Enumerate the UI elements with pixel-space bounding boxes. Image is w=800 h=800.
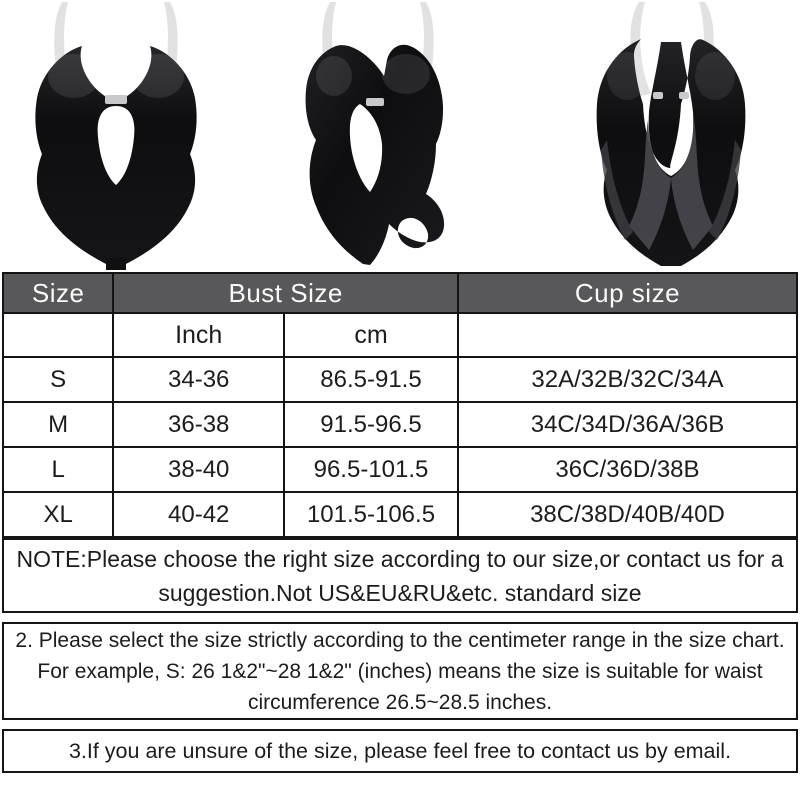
header-size: Size (3, 273, 113, 313)
bodysuit-three-quarter-view-image (278, 0, 510, 272)
note-contact-email (2, 729, 798, 773)
note-centimeter-range-text: 2. Please select the size strictly according to the centimeter range in the size chart. For example, S: 26 1&2"~28 1&2" (inches) means the size is suitable for waist circumference 26.5~28.5 inches. (15, 628, 785, 714)
table-row-l (3, 447, 797, 492)
cell-cup: 32A/32B/32C/34A (458, 357, 797, 402)
header-bust-size: Bust Size (113, 273, 458, 313)
cell-inch: 40-42 (113, 492, 284, 537)
note-contact-email-text: 3.If you are unsure of the size, please feel free to contact us by email. (68, 738, 732, 763)
units-cm: cm (284, 313, 458, 357)
units-empty-size (3, 313, 113, 357)
table-row-s (3, 357, 797, 402)
front-clasp (366, 98, 384, 106)
cell-size: XL (3, 492, 113, 537)
bodysuit-front-view-drawing (2, 0, 230, 272)
front-clasp (653, 92, 663, 99)
bodysuit-mesh-front-view-drawing (553, 0, 791, 272)
cell-inch: 34-36 (113, 357, 284, 402)
cell-cup: 36C/36D/38B (458, 447, 797, 492)
units-inch: Inch (113, 313, 284, 357)
table-row-xl (3, 492, 797, 537)
table-units-row (3, 313, 797, 357)
cell-inch: 38-40 (113, 447, 284, 492)
note-sizing-standard-text: NOTE:Please choose the right size according to our size,or contact us for a suggestion.Not US&EU&RU&etc. standard size (16, 545, 784, 606)
cell-size: S (3, 357, 113, 402)
size-chart-table (2, 272, 798, 538)
front-clasp (105, 95, 127, 104)
cell-cm: 96.5-101.5 (284, 447, 458, 492)
table-row-m (3, 402, 797, 447)
cell-size: L (3, 447, 113, 492)
product-image-strip (0, 0, 800, 272)
units-empty-cup (458, 313, 797, 357)
bodysuit-three-quarter-view-drawing (278, 0, 510, 272)
cell-cm: 91.5-96.5 (284, 402, 458, 447)
cell-cm: 86.5-91.5 (284, 357, 458, 402)
cell-cm: 101.5-106.5 (284, 492, 458, 537)
cell-size: M (3, 402, 113, 447)
cell-inch: 36-38 (113, 402, 284, 447)
front-clasp (679, 92, 689, 99)
cell-cup: 34C/34D/36A/36B (458, 402, 797, 447)
table-header-row (3, 273, 797, 313)
cell-cup: 38C/38D/40B/40D (458, 492, 797, 537)
note-sizing-standard (2, 538, 798, 613)
bodysuit-front-view-image (2, 0, 230, 272)
header-cup-size: Cup size (458, 273, 797, 313)
bodysuit-mesh-front-view-image (553, 0, 791, 272)
note-centimeter-range (2, 622, 798, 720)
